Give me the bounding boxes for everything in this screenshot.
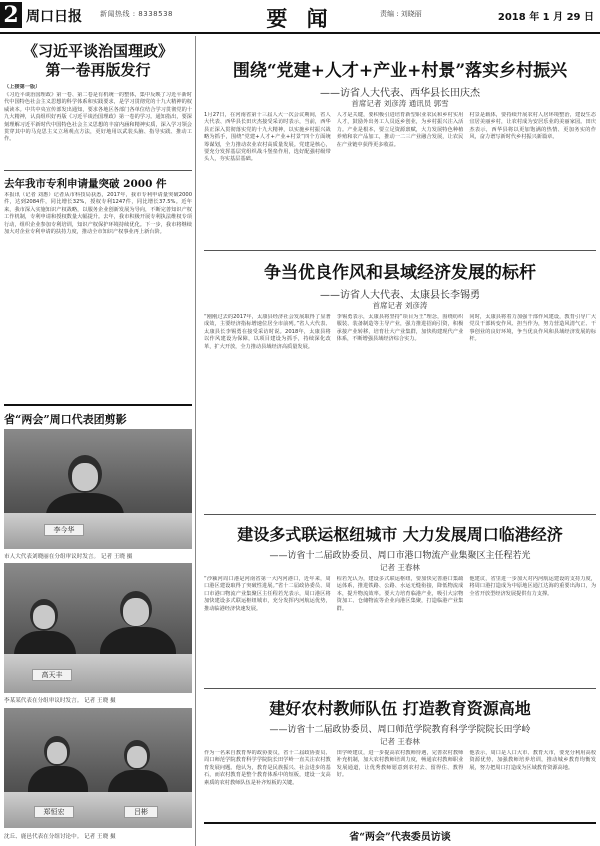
right-column [200,36,600,846]
delegate-photo-2 [4,563,192,693]
story1-byline: 首席记者 刘彦涛 通讯员 郭雪 [351,99,449,108]
left-column [0,36,196,846]
patent-body: 本报讯（记者 刘惠）记者从市科技局获悉，2017年，我市专利申请量突破2000件，达到2084件，同比增长32%，授权专利1247件，同比增长37.5%。近年来，我市深入实施知识产权战略，以服务企业创新发展为导向，不断完善知识产权工作机制，专利申请和授权数量大幅提升。去年，我市积极开展专利执法维权专项行动，组织企业参加专利培训，知识产权保护环境持续优化。下一步，我市将继续加大对企业专利申请的扶持力度，推动全市知识产权事业再上新台阶。 [4,192,192,236]
lead-dateline: （上接第一版） [4,84,41,90]
divider [204,514,596,515]
photo-feature-title: 省“两会”周口代表团剪影 [4,413,127,426]
story1-col1: 1月27日，在河南省第十三届人大一次会议期间，省人大代表、西华县长田庆杰接受采访时表示，当前，西华县正深入贯彻落实党的十九大精神，以实施乡村振兴战略为抓手，围绕“党建+人才+产业+村景”四个方面统筹谋划，全力推动农业农村高质量发展。党建是核心，要充分发挥基层党组织战斗堡垒作用，选好配强村级带头人，夯实基层基础。 [204,112,331,163]
story2-col3: 同时，太康县将着力加强干部作风建设，教育引导广大党员干部转变作风、担当作为，努力营造风清气正、干事创业的良好环境，争当优良作风和县域经济发展的标杆。 [469,314,597,343]
story3-col3: 他建议，省里进一步加大对内河航运建设的支持力度，将周口港打造成为中原地区通江达海的重要出海口，为全省开放型经济发展提供有力支撑。 [469,576,597,597]
header-editor: 责编 : 刘晓丽 [380,10,422,18]
story2-col2: 李锡勇表示，太康县将坚持“项目为王”理念，围绕纺织服装、装备制造等主导产业，强力推进招商引资，积极承接产业转移，培育壮大产业集群，加快构建现代产业体系，不断增强县域经济综合实力。 [336,314,464,343]
page-number: 2 [0,2,22,28]
nameplate: 吕彬 [124,806,158,818]
story1-subtitle: ——访省人大代表、西华县长田庆杰 [320,88,480,99]
story2-subtitle: ——访省人大代表、太康县长李锡勇 [320,290,480,301]
delegate-photo-1 [4,429,192,549]
paper-name: 周口日报 [26,9,82,25]
story2-title: 争当优良作风和县域经济发展的标杆 [264,263,536,283]
lead-body: 《习近平谈治国理政》第一卷、第二卷是有机统一的整体，集中反映了习近平新时代中国特色社会主义思想的科学体系和实践要求，是学习贯彻党的十九大精神的权威读本。中共中央宣传部发出通知，要求各地区各部门各单位结合学习贯彻党的十九大精神，认真组织好再版《习近平谈治国理政》第一卷的学习。通知指出，要深刻理解习近平新时代中国特色社会主义思想的丰富内涵和精神实质，深入学习领会贯穿其中的马克思主义立场观点方法，更好地用以武装头脑、指导实践、推动工作。 [4,92,192,143]
story3-byline: 记者 王春林 [380,563,420,572]
section-title: 要 闻 [266,6,334,31]
divider [4,404,192,406]
lead-title-line1: 《习近平谈治国理政》 [22,42,173,60]
divider [4,170,192,171]
divider [204,688,596,689]
delegate-photo-3 [4,708,192,828]
story2-col1: “刚刚过去的2017年，太康县经济社会发展取得了显著成效，主要经济指标增速位居全市前列。”省人大代表、太康县长李锡勇在接受采访时说。2018年，太康县将以作风建设为保障，以项目建设为抓手，持续深化改革，扩大开放，全力推动县域经济高质量发展。 [204,314,331,350]
story2-body [204,314,596,510]
story3-body [204,576,596,684]
masthead [0,0,600,34]
nameplate: 李今华 [44,524,84,536]
story3-col1: “沙颍河周口港是河南省第一大内河港口，近年来，周口港区建设取得了突破性进展。”省十二届政协委员、周口市港口物流产业集聚区主任程若光表示，周口港区将加快建设多式联运枢纽城市，充分发挥内河航运优势，推动临港经济快速发展。 [204,576,331,612]
header-meta: 新闻热线 : 8338538 [100,10,173,18]
nameplate: 高天丰 [32,669,72,681]
story1-col2: 人才是关键，要积极引进培育新型职业农民和乡村实用人才，鼓励外出务工人员返乡创业，为乡村振兴注入活力。产业是根本，要立足资源禀赋，大力发展特色种植养殖和农产品加工，推动一二三产业融合发展，让农民在产业链中获得更多收益。 [336,112,464,148]
story3-col2: 程若光认为，建设多式联运枢纽，要加快完善港口集疏运体系，推进铁路、公路、水运无缝衔接，降低物流成本，提升物流效率。要大力培育临港产业，吸引大宗物资加工、仓储物流等企业向港区集聚，打造临港产业集群。 [336,576,464,612]
photo-caption-3: 沈丘、鹿邑代表在分组讨论中。 记者 王晓 摄 [4,834,116,840]
issue-date: 2018 年 1 月 29 日 [497,12,594,23]
story4-body [204,750,596,820]
story4-col1: 作为一名来自教育界的政协委员，省十二届政协委员、周口师范学院教育科学学院院长田学岭一直关注农村教育发展问题。他认为，教育是民族振兴、社会进步的基石，而农村教育是整个教育体系中的短板，建设一支高素质的农村教师队伍是补齐短板的关键。 [204,750,331,786]
nameplate: 郑恒宏 [34,806,74,818]
lead-title-line2: 第一卷再版发行 [45,61,151,79]
story3-subtitle: ——访省十二届政协委员、周口市港口物流产业集聚区主任程若光 [269,551,531,561]
story4-col2: 田学岭建议，进一步提高农村教师待遇，完善农村教师补充机制，加大农村教师培训力度，畅通农村教师职业发展通道，让优秀教师愿意到农村去、留得住、教得好。 [336,750,464,779]
story4-byline: 记者 王春林 [380,737,420,746]
story3-title: 建设多式联运枢纽城市 大力发展周口临港经济 [237,525,563,544]
photo-caption-2: 李某某代表在分组审议时发言。 记者 王晓 摄 [4,698,116,704]
photo-caption-1: 市人大代表刘晓丽在分组审议时发言。 记者 王晓 摄 [4,554,133,560]
story2-byline: 首席记者 刘彦涛 [372,301,428,310]
footer-banner: 省“两会”代表委员访谈 [349,832,451,843]
story4-title: 建好农村教师队伍 打造教育资源高地 [269,699,531,718]
story1-body [204,112,596,248]
divider [204,822,596,824]
story1-title: 围绕“党建+人才+产业+村景”落实乡村振兴 [232,61,568,81]
story4-col3: 他表示，周口是人口大市、教育大市，要充分利用高校资源优势，加强教师培养培训，推动城乡教育均衡发展，努力把周口打造成为区域教育资源高地。 [469,750,597,771]
patent-title: 去年我市专利申请量突破 2000 件 [4,178,167,190]
divider [204,250,596,251]
story1-col3: 村景是载体，要持续开展农村人居环境整治，建设生态宜居美丽乡村，让农村成为安居乐业的美丽家园。田庆杰表示，西华县将以更加饱满的热情、更加务实的作风，奋力谱写新时代乡村振兴新篇章。 [469,112,597,141]
story4-subtitle: ——访省十二届政协委员、周口师范学院教育科学学院院长田学岭 [269,725,531,735]
